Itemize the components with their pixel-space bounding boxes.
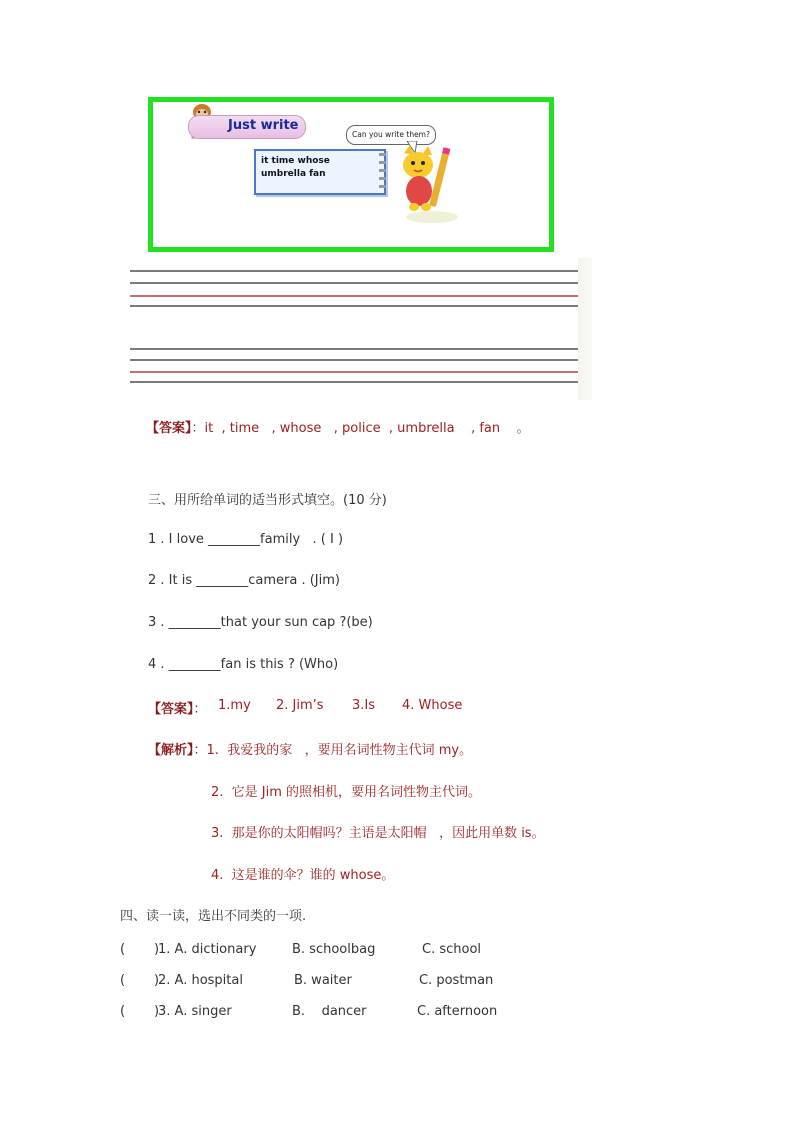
choice-row-1-c: C. school	[422, 942, 482, 957]
question-1: 1 . I love ________family . ( I )	[148, 532, 344, 547]
choice-row-3-a: 3. A. singer	[158, 1004, 232, 1019]
writing-line	[130, 282, 578, 284]
analysis-label: 【解析】	[148, 743, 194, 758]
choice-row-1-a: 1. A. dictionary	[158, 942, 257, 957]
choice-row-3-c: C. afternoon	[417, 1004, 498, 1019]
choice-row-2-c: C. postman	[419, 973, 494, 988]
question-2: 2 . It is ________camera . (Jim)	[148, 573, 340, 588]
choice-row-2-b: B. waiter	[294, 973, 352, 988]
word-list-notepad	[254, 149, 386, 195]
writing-line-red	[130, 295, 578, 297]
section-3-heading: 三、用所给单词的适当形式填空。(10 分)	[148, 493, 387, 508]
answer-label: 【答案】	[146, 421, 192, 436]
answer-item-2: 2. Jim’s	[276, 698, 324, 713]
analysis-line-4: 4. 这是谁的伞？谁的 whose。	[211, 868, 395, 883]
speech-bubble: Can you write them?	[346, 125, 436, 145]
choice-row-3-b: B. dancer	[292, 1004, 367, 1019]
writing-line	[130, 359, 578, 361]
answer-label: 【答案】	[148, 702, 194, 717]
writing-line	[130, 270, 578, 272]
analysis-line-3: 3. 那是你的太阳帽吗？主语是太阳帽 ，因此用单数 is。	[211, 826, 545, 841]
choice-row-2-a: 2. A. hospital	[158, 973, 243, 988]
word-list-line-1: it time whose	[261, 156, 330, 166]
answer-2	[148, 698, 207, 717]
writing-line	[130, 348, 578, 350]
answer-text: it , time , whose , police , umbrella , fan 。	[204, 421, 530, 436]
notepad-rings-icon	[378, 150, 388, 194]
question-3: 3 . ________that your sun cap ?(be)	[148, 615, 373, 630]
image-edge	[578, 258, 592, 400]
question-4: 4 . ________fan is this ? (Who)	[148, 657, 339, 672]
analysis-line-1: 1. 我爱我的家 ，要用名词性物主代词 my。	[206, 743, 473, 758]
word-list-line-2: umbrella fan	[261, 169, 326, 179]
cat-with-pencil-icon	[392, 143, 464, 227]
answer-1	[146, 417, 530, 436]
just-write-title: Just write	[228, 118, 299, 133]
answer-colon: ：	[191, 421, 205, 436]
analysis-line-2: 2. 它是 Jim 的照相机，要用名词性物主代词。	[211, 785, 482, 800]
answer-item-3: 3.Is	[352, 698, 376, 713]
writing-line-red	[130, 371, 578, 373]
analysis-colon: ：	[193, 743, 207, 758]
writing-line	[130, 381, 578, 383]
choice-row-1-paren: ( )	[120, 942, 160, 957]
choice-row-3-paren: ( )	[120, 1004, 160, 1019]
answer-item-4: 4. Whose	[402, 698, 463, 713]
analysis	[148, 739, 472, 758]
answer-colon: ：	[193, 702, 207, 717]
writing-line	[130, 305, 578, 307]
section-4-heading: 四、读一读，选出不同类的一项.	[120, 909, 307, 924]
answer-item-1: 1.my	[218, 698, 251, 713]
choice-row-2-paren: ( )	[120, 973, 160, 988]
choice-row-1-b: B. schoolbag	[292, 942, 376, 957]
